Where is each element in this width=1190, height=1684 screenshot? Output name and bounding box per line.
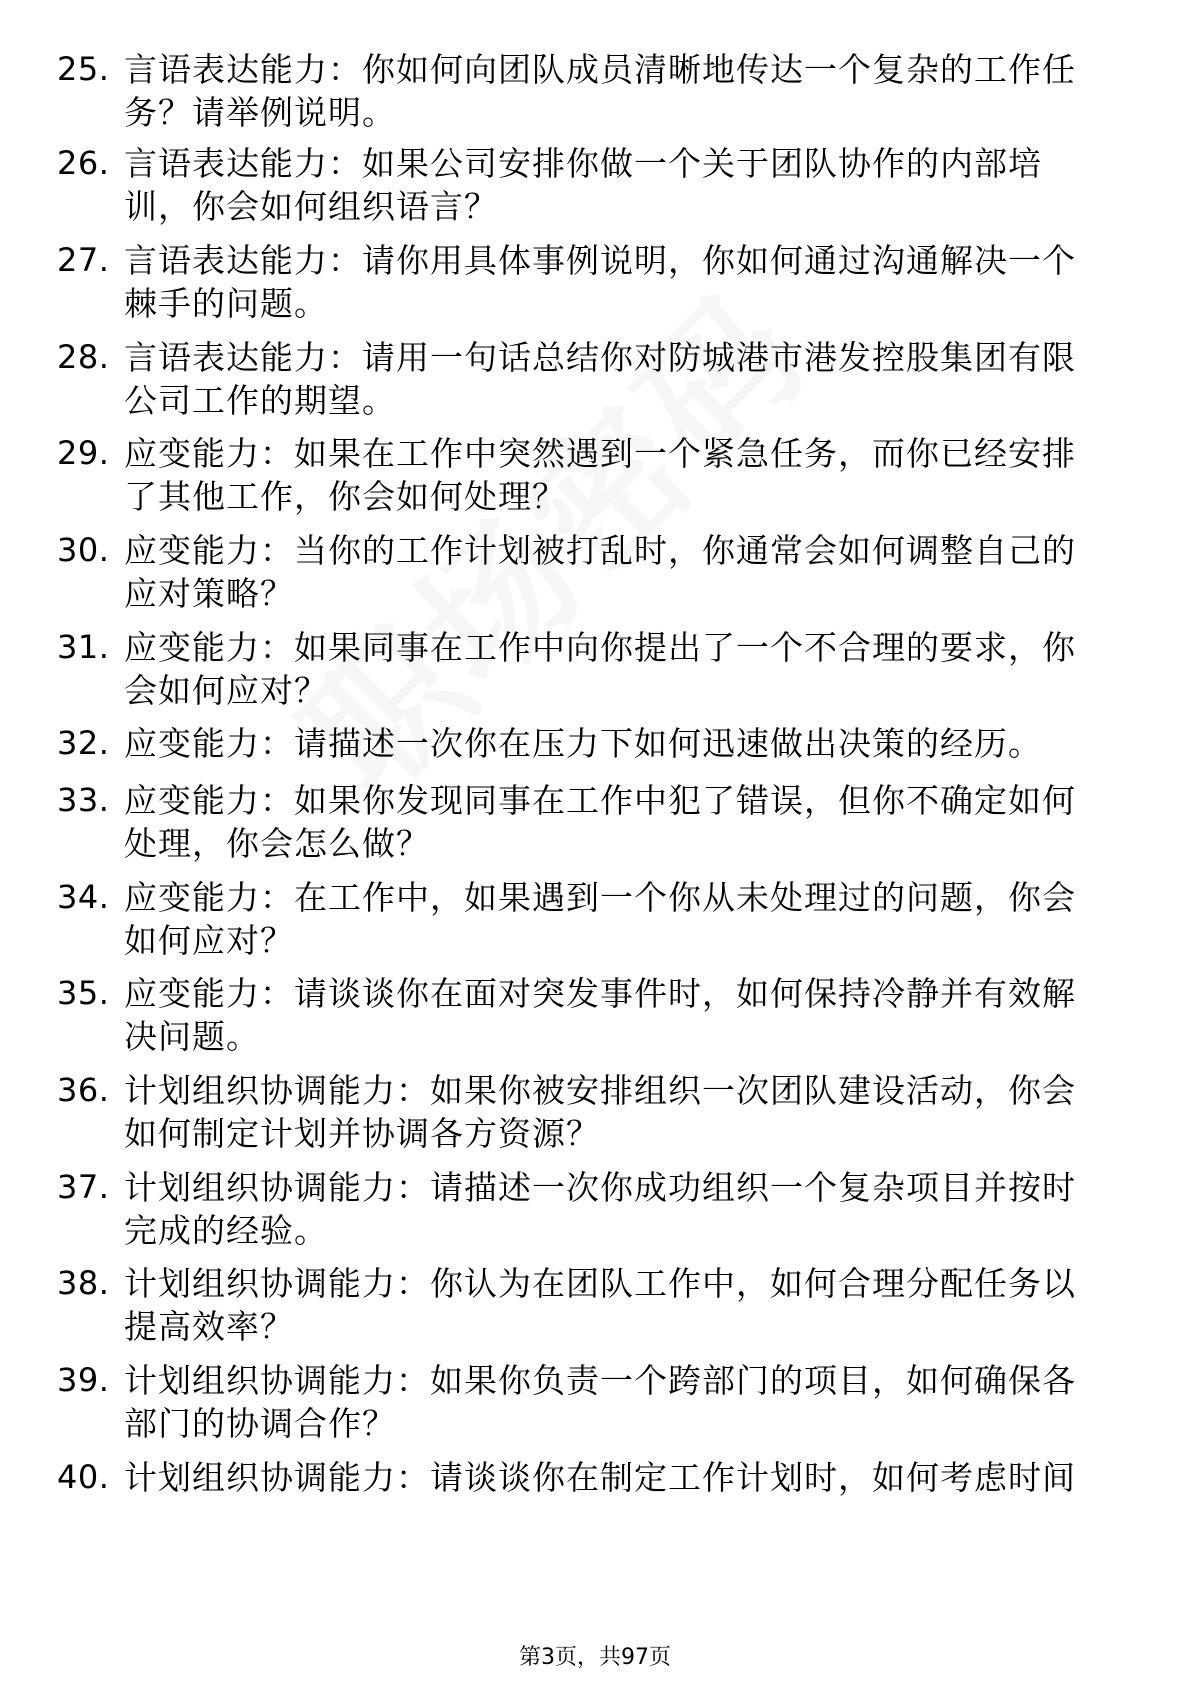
- question-number: 34.: [57, 878, 110, 916]
- question-text: 言语表达能力：如果公司安排你做一个关于团队协作的内部培训，你会如何组织语言？: [124, 144, 1042, 226]
- question-text: 应变能力：请谈谈你在面对突发事件时，如何保持冷静并有效解决问题。: [124, 974, 1076, 1056]
- page-number-footer: 第3页，共97页: [519, 1645, 671, 1670]
- question-number: 37.: [57, 1168, 110, 1206]
- question-text: 应变能力：请描述一次你在压力下如何迅速做出决策的经历。: [124, 724, 1042, 763]
- question-number: 36.: [57, 1071, 110, 1109]
- question-text: 言语表达能力：请用一句话总结你对防城港市港发控股集团有限公司工作的期望。: [124, 338, 1076, 420]
- question-number: 38.: [57, 1264, 110, 1302]
- question-text: 应变能力：如果同事在工作中向你提出了一个不合理的要求，你会如何应对？: [124, 628, 1076, 710]
- question-number: 27.: [57, 241, 110, 279]
- question-text: 计划组织协调能力：如果你被安排组织一次团队建设活动，你会如何制定计划并协调各方资源？: [124, 1071, 1076, 1153]
- question-number: 40.: [57, 1458, 110, 1496]
- question-text: 应变能力：当你的工作计划被打乱时，你通常会如何调整自己的应对策略？: [124, 531, 1076, 613]
- question-text: 言语表达能力：请你用具体事例说明，你如何通过沟通解决一个棘手的问题。: [124, 241, 1076, 323]
- question-number: 28.: [57, 338, 110, 376]
- question-text: 计划组织协调能力：如果你负责一个跨部门的项目，如何确保各部门的协调合作？: [124, 1361, 1076, 1443]
- question-text: 言语表达能力：你如何向团队成员清晰地传达一个复杂的工作任务？请举例说明。: [124, 50, 1076, 132]
- question-number: 32.: [57, 724, 110, 762]
- question-number: 26.: [57, 144, 110, 182]
- question-text: 计划组织协调能力：你认为在团队工作中，如何合理分配任务以提高效率？: [124, 1264, 1076, 1346]
- question-number: 25.: [57, 50, 110, 88]
- question-number: 31.: [57, 628, 110, 666]
- question-number: 33.: [57, 781, 110, 819]
- question-number: 35.: [57, 974, 110, 1012]
- question-text: 应变能力：在工作中，如果遇到一个你从未处理过的问题，你会如何应对？: [124, 878, 1076, 960]
- question-number: 29.: [57, 434, 110, 472]
- question-number: 39.: [57, 1361, 110, 1399]
- question-text: 计划组织协调能力：请谈谈你在制定工作计划时，如何考虑时间: [124, 1458, 1076, 1497]
- question-text: 计划组织协调能力：请描述一次你成功组织一个复杂项目并按时完成的经验。: [124, 1168, 1076, 1250]
- question-text: 应变能力：如果你发现同事在工作中犯了错误，但你不确定如何处理，你会怎么做？: [124, 781, 1076, 863]
- question-number: 30.: [57, 531, 110, 569]
- question-text: 应变能力：如果在工作中突然遇到一个紧急任务，而你已经安排了其他工作，你会如何处理？: [124, 434, 1076, 516]
